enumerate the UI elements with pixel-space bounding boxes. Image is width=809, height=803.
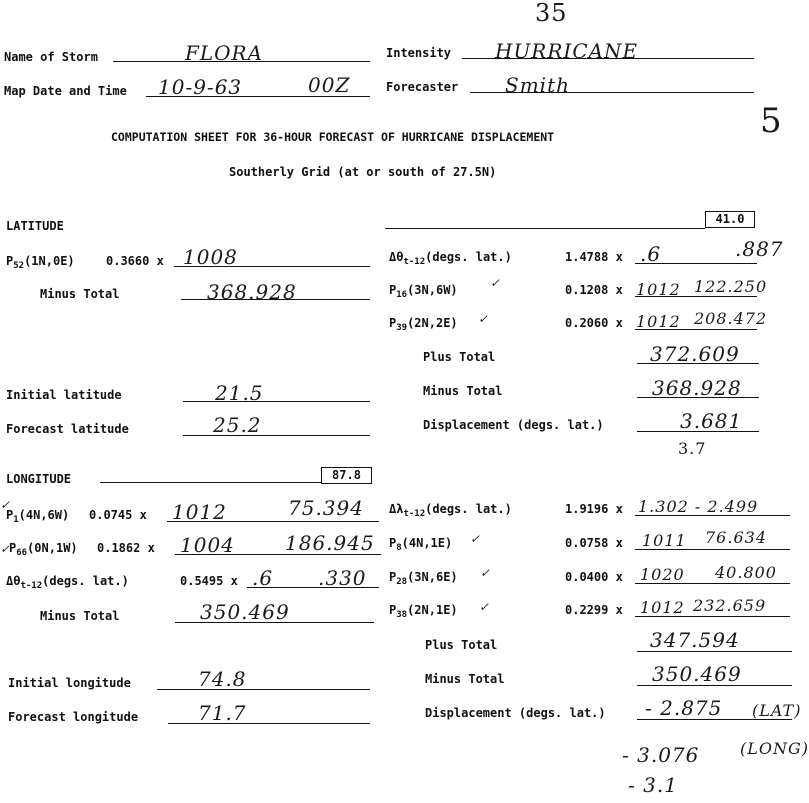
p39-coef: 0.2060 x (565, 316, 623, 330)
lon-dlambda-label: $\Delta\lambda_{t-12}(degs$. lat.) (389, 502, 512, 519)
p8-coef: 0.0758 x (565, 536, 623, 550)
lat-dtheta-result: .887 (735, 237, 784, 261)
forecast-longitude-label: Forecast longitude (8, 710, 139, 724)
p38-coef: 0.2299 x (565, 603, 623, 617)
storm-name-value: FLORA (185, 41, 264, 65)
forecaster-value: Smith (505, 73, 570, 97)
lat-displacement-label: Displacement (degs. lat.) (423, 418, 604, 432)
p28-coef: 0.0400 x (565, 570, 623, 584)
p28-label: $P_{28}(3N,6E)$ (389, 570, 458, 587)
forecast-latitude-line (183, 435, 370, 436)
p38-input: 1012 (640, 598, 685, 617)
intensity-value: HURRICANE (495, 39, 639, 63)
sheet-subtitle: Southerly Grid (at or south of 27.5N) (229, 165, 497, 179)
lat-minus-total-label: Minus Total (40, 287, 120, 301)
p66-input: 1004 (180, 533, 235, 557)
p1-checkmark: ✓ (0, 498, 11, 512)
forecaster-label: Forecaster (386, 80, 459, 94)
p1-input: 1012 (172, 500, 227, 524)
lon-dtheta-result: .330 (318, 566, 367, 590)
page-number: 35 (535, 0, 568, 27)
sheet-title: COMPUTATION SHEET FOR 36-HOUR FORECAST OF HURRICANE DISPLACEMENT (111, 130, 555, 144)
initial-longitude-value: 74.8 (198, 667, 247, 691)
p1-label: $P_1(4N,6W)$ (6, 508, 70, 525)
p16-checkmark: ✓ (490, 276, 501, 290)
map-time-value: 00Z (308, 73, 351, 97)
map-date-label: Map Date and Time (4, 84, 127, 98)
lon-dlambda-coef: 1.9196 x (565, 502, 623, 516)
p66-coef: 0.1862 x (97, 541, 155, 555)
p52-label: $P_{52}(1N,0E)$ (6, 254, 75, 271)
lon-minus-total-label: Minus Total (40, 609, 120, 623)
p52-coef: 0.3660 x (106, 254, 164, 268)
lon-extra-value-2: - 3.1 (628, 773, 678, 797)
p8-checkmark: ✓ (470, 532, 481, 546)
p8-label: $P_8(4N,1E)$ (389, 536, 453, 553)
initial-latitude-value: 21.5 (215, 381, 264, 405)
p66-label: $P_{66}(0N,1W)$ (9, 541, 78, 558)
p28-result: 40.800 (715, 563, 777, 582)
p1-coef: 0.0745 x (89, 508, 147, 522)
p39-input: 1012 (636, 312, 681, 331)
p16-label: $P_{16}(3N,6W)$ (389, 283, 458, 300)
p16-result: 122.250 (694, 277, 768, 296)
lon-extra-note: (LONG) (740, 739, 809, 758)
forecast-latitude-label: Forecast latitude (6, 422, 129, 436)
p1-result: 75.394 (288, 496, 364, 520)
corner-mark: 5 (760, 101, 783, 141)
lat-dtheta-label: $\Delta\theta_{t-12}(degs$. lat.) (389, 250, 512, 267)
p38-label: $P_{38}(2N,1E)$ (389, 603, 458, 620)
p66-checkmark: ✓ (0, 542, 11, 556)
initial-longitude-label: Initial longitude (8, 676, 131, 690)
lon-plus-total-value: 347.594 (650, 628, 740, 652)
lon-displacement-value: - 2.875 (645, 696, 723, 720)
lat-right-minus-label: Minus Total (423, 384, 503, 398)
p8-input: 1011 (642, 531, 687, 550)
longitude-header-line (100, 482, 321, 483)
initial-latitude-line (183, 401, 370, 402)
p28-input: 1020 (640, 565, 685, 584)
lat-displacement-rounded: 3.7 (678, 439, 707, 458)
lat-right-minus-value: 368.928 (652, 376, 742, 400)
lon-displacement-label: Displacement (degs. lat.) (425, 706, 606, 720)
lon-dtheta-label: $\Delta\theta_{t-12}(degs$. lat.) (6, 574, 129, 591)
lon-right-minus-label: Minus Total (425, 672, 505, 686)
p39-result: 208.472 (694, 309, 768, 328)
latitude-section-label: LATITUDE (6, 219, 64, 233)
lon-minus-total-value: 350.469 (200, 600, 290, 624)
p52-input: 1008 (183, 245, 238, 269)
lon-dtheta-coef: 0.5495 x (180, 574, 238, 588)
lat-plus-total-value: 372.609 (650, 342, 740, 366)
latitude-header-line (385, 228, 705, 229)
lon-dlambda-input: 1.302 - 2.499 (638, 497, 759, 516)
lon-displacement-note: (LAT) (752, 701, 802, 720)
longitude-section-label: LONGITUDE (6, 472, 72, 486)
p16-coef: 0.1208 x (565, 283, 623, 297)
p8-result: 76.634 (705, 528, 767, 547)
lat-displacement-value: 3.681 (680, 409, 743, 433)
p66-result: 186.945 (285, 531, 375, 555)
latitude-box: 41.0 (705, 211, 755, 228)
map-date-value: 10-9-63 (158, 75, 243, 99)
lat-dtheta-coef: 1.4788 x (565, 250, 623, 264)
initial-longitude-line (157, 689, 370, 690)
longitude-box: 87.8 (321, 467, 372, 484)
lon-plus-total-label: Plus Total (425, 638, 498, 652)
lon-dtheta-input: .6 (252, 566, 274, 590)
lat-dtheta-input: .6 (640, 242, 662, 266)
intensity-label: Intensity (386, 46, 452, 60)
lon-extra-value-1: - 3.076 (622, 743, 700, 767)
p38-result: 232.659 (693, 596, 767, 615)
p39-checkmark: ✓ (478, 312, 489, 326)
p16-input: 1012 (636, 280, 681, 299)
lat-plus-total-label: Plus Total (423, 350, 496, 364)
lon-right-minus-value: 350.469 (652, 662, 742, 686)
storm-name-label: Name of Storm (4, 50, 98, 64)
lat-minus-total-value: 368.928 (207, 280, 297, 304)
forecast-latitude-value: 25.2 (213, 413, 262, 437)
p28-checkmark: ✓ (480, 566, 491, 580)
initial-latitude-label: Initial latitude (6, 388, 122, 402)
p38-checkmark: ✓ (479, 600, 490, 614)
forecast-longitude-value: 71.7 (198, 701, 247, 725)
p39-label: $P_{39}(2N,2E)$ (389, 316, 458, 333)
